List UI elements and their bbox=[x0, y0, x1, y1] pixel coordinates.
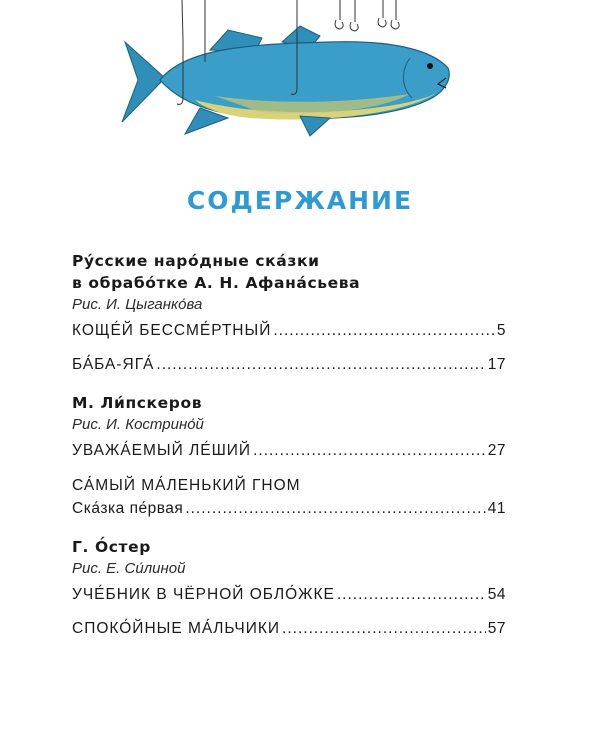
fish-illustration bbox=[0, 0, 600, 160]
toc-entry[interactable] bbox=[72, 440, 506, 462]
dot-leader bbox=[337, 584, 486, 606]
dot-leader bbox=[253, 440, 486, 462]
toc-entry[interactable] bbox=[72, 618, 506, 640]
dot-leader bbox=[273, 320, 495, 342]
author-name: М. Ли́пскеров bbox=[72, 394, 203, 412]
author-name: Ру́сские наро́дные ска́зки bbox=[72, 252, 320, 270]
dot-leader bbox=[282, 618, 486, 640]
table-of-contents bbox=[72, 250, 506, 656]
page-number: 5 bbox=[496, 322, 506, 339]
toc-entry[interactable] bbox=[72, 320, 506, 342]
dot-leader bbox=[156, 354, 485, 376]
toc-entry[interactable] bbox=[72, 584, 506, 606]
toc-section bbox=[72, 250, 506, 376]
page-number: 17 bbox=[487, 356, 506, 373]
entry-title: КОЩЕ́Й БЕССМЕ́РТНЫЙ bbox=[72, 322, 272, 339]
toc-entry[interactable] bbox=[72, 354, 506, 376]
toc-section bbox=[72, 536, 506, 640]
entry-title: УВАЖА́ЕМЫЙ ЛЕ́ШИЙ bbox=[72, 442, 252, 459]
page-number: 27 bbox=[487, 442, 506, 459]
author-name-line2: в обрабо́тке А. Н. Афана́сьева bbox=[72, 274, 361, 292]
page-number: 41 bbox=[487, 500, 506, 517]
entry-title: СПОКО́ЙНЫЕ МА́ЛЬЧИКИ bbox=[72, 620, 281, 637]
illustrator-credit: Рис. И. Цыганко́ва bbox=[72, 296, 203, 313]
author-name: Г. О́стер bbox=[72, 538, 151, 556]
page-number: 54 bbox=[487, 586, 506, 603]
page-title: СОДЕРЖАНИЕ bbox=[186, 186, 414, 215]
entry-title: УЧЕ́БНИК В ЧЁРНОЙ ОБЛО́ЖКЕ bbox=[72, 586, 335, 603]
fish-icon bbox=[122, 26, 449, 136]
page-number: 57 bbox=[487, 620, 506, 637]
dot-leader bbox=[185, 498, 485, 520]
story-heading: СА́МЫЙ МА́ЛЕНЬКИЙ ГНОМ bbox=[72, 477, 301, 494]
toc-section bbox=[72, 392, 506, 520]
illustrator-credit: Рис. И. Кострино́й bbox=[72, 416, 204, 433]
entry-title: БА́БА-ЯГА́ bbox=[72, 356, 155, 373]
illustrator-credit: Рис. Е. Си́линой bbox=[72, 560, 186, 577]
toc-entry[interactable] bbox=[72, 498, 506, 520]
entry-subtitle: Ска́зка пе́рвая bbox=[72, 500, 184, 517]
